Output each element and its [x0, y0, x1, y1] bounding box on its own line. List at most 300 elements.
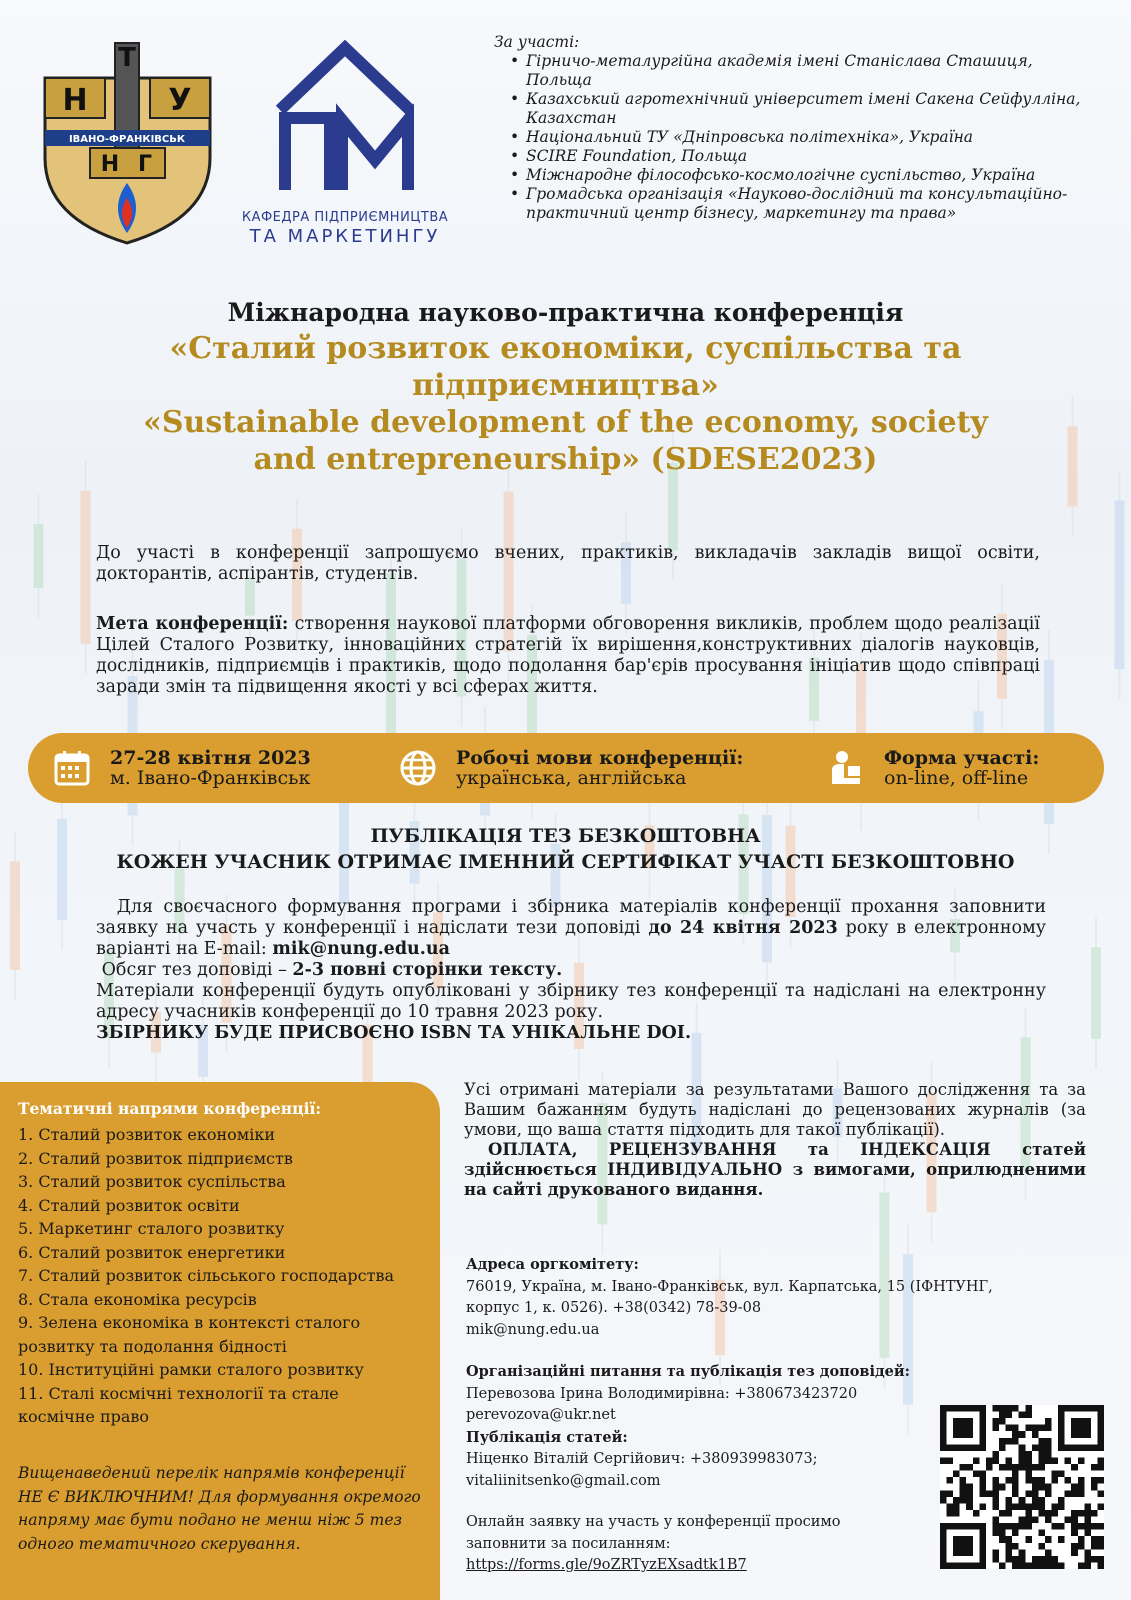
qr-module [973, 1510, 980, 1517]
qr-module [1038, 1562, 1045, 1569]
themes-panel [0, 1082, 440, 1600]
qr-module [1071, 1490, 1078, 1497]
qr-module [992, 1451, 999, 1458]
qr-module [1052, 1556, 1059, 1563]
qr-module [986, 1490, 993, 1497]
qr-module [1084, 1503, 1091, 1510]
qr-module [1091, 1477, 1098, 1484]
qr-module [1012, 1425, 1019, 1432]
qr-module [979, 1484, 986, 1491]
qr-module [1038, 1444, 1045, 1451]
qr-module [1045, 1484, 1052, 1491]
qr-module [1071, 1530, 1078, 1537]
qr-module [1019, 1464, 1026, 1471]
qr-module [1078, 1510, 1085, 1517]
qr-module [1038, 1556, 1045, 1563]
qr-module [1006, 1425, 1013, 1432]
qr-module [1038, 1451, 1045, 1458]
qr-module [1012, 1431, 1019, 1438]
qr-module [1091, 1556, 1098, 1563]
qr-module [966, 1497, 973, 1504]
qr-module [947, 1510, 954, 1517]
qr-module [1097, 1477, 1104, 1484]
qr-module [960, 1490, 967, 1497]
qr-module [1032, 1444, 1039, 1451]
qr-module [1078, 1543, 1085, 1550]
qr-module [992, 1490, 999, 1497]
theme-item: 10. Інституційні рамки сталого розвитку [18, 1360, 364, 1379]
qr-module [1038, 1484, 1045, 1491]
volume-paragraph: Обсяг тез доповіді – 2-3 повні сторінки тексту. [101, 960, 563, 980]
qr-module [1025, 1510, 1032, 1517]
qr-module [1025, 1536, 1032, 1543]
qr-module [992, 1549, 999, 1556]
qr-module [1091, 1536, 1098, 1543]
qr-module [992, 1523, 999, 1530]
qr-module [1071, 1418, 1091, 1438]
partner-item: • Громадська організація «Науково-дослідний та консультаційно-практичний центр бізнесу, маркетингу та права» [510, 185, 1094, 223]
theme-item: 3. Сталий розвиток суспільства [18, 1172, 286, 1191]
address-block [466, 1254, 1026, 1341]
qr-module [947, 1477, 954, 1484]
qr-module [992, 1517, 999, 1524]
qr-code[interactable] [940, 1405, 1104, 1569]
qr-module [1091, 1464, 1098, 1471]
qr-module [947, 1457, 954, 1464]
qr-module [999, 1405, 1006, 1412]
qr-module [999, 1438, 1006, 1445]
qr-module [1012, 1471, 1019, 1478]
qr-module [992, 1425, 999, 1432]
qr-module [1006, 1412, 1013, 1419]
department-logo [230, 40, 460, 250]
qr-module [979, 1477, 986, 1484]
address-label: Адреса оргкомітету: [466, 1256, 639, 1273]
info-date: 27-28 квітня 2023 [110, 747, 311, 769]
qr-module [1097, 1523, 1104, 1530]
calendar-icon [52, 748, 92, 788]
qr-module [966, 1484, 973, 1491]
qr-module [1006, 1438, 1013, 1445]
theme-item: 11. Сталі космічні технології та стале космічне право [18, 1383, 339, 1426]
qr-module [1071, 1464, 1078, 1471]
qr-module [1032, 1425, 1039, 1432]
certificate-heading: КОЖЕН УЧАСНИК ОТРИМАЄ ІМЕННИЙ СЕРТИФІКАТ УЧАСТІ БЕЗКОШТОВНО [116, 851, 1015, 873]
qr-module [1045, 1451, 1052, 1458]
address-email[interactable]: mik@nung.edu.ua [466, 1321, 600, 1338]
materials-paragraph: Матеріали конференції будуть опубліковані у збірнику тез конференції та надіслані на електронну адресу учасників конференції до 10 травня 2023 року. [96, 981, 1046, 1022]
qr-module [1006, 1536, 1013, 1543]
qr-module [1097, 1556, 1104, 1563]
qr-module [1032, 1517, 1039, 1524]
qr-module [1012, 1464, 1019, 1471]
qr-module [966, 1503, 973, 1510]
qr-module [1091, 1543, 1098, 1550]
qr-module [1038, 1497, 1045, 1504]
qr-module [1084, 1517, 1091, 1524]
qr-module [1006, 1549, 1013, 1556]
qr-module [992, 1556, 999, 1563]
qr-module [999, 1536, 1006, 1543]
title-ua-line1: «Сталий розвиток економіки, суспільства та [169, 331, 962, 366]
qr-module [1065, 1517, 1072, 1524]
theme-item: 6. Сталий розвиток енергетики [18, 1242, 286, 1262]
qr-module [953, 1497, 960, 1504]
qr-module [1012, 1405, 1019, 1412]
partner-item: • Гірничо-металургійна академія імені Станіслава Сташиця, Польща [510, 52, 1094, 90]
qr-module [1012, 1503, 1019, 1510]
partner-item: • SCIRE Foundation, Польща [510, 147, 1094, 166]
qr-module [1025, 1451, 1032, 1458]
qr-module [1025, 1464, 1032, 1471]
qr-module [999, 1412, 1006, 1419]
qr-module [1025, 1523, 1032, 1530]
qr-module [953, 1510, 960, 1517]
qr-module [1078, 1457, 1085, 1464]
qr-module [1038, 1464, 1045, 1471]
info-languages: українська, англійська [456, 767, 687, 789]
qr-module [1045, 1457, 1052, 1464]
qr-module [1032, 1477, 1039, 1484]
qr-module [1019, 1431, 1026, 1438]
title-ua-line2: підприємництва» [412, 368, 719, 403]
qr-module [1032, 1556, 1039, 1563]
qr-module [992, 1477, 999, 1484]
online-registration-block [466, 1512, 886, 1577]
qr-module [1025, 1425, 1032, 1432]
qr-module [1078, 1562, 1085, 1569]
qr-module [1045, 1562, 1052, 1569]
qr-module [1065, 1490, 1072, 1497]
theme-item: 4. Сталий розвиток освіти [18, 1195, 240, 1215]
qr-module [1091, 1484, 1098, 1491]
review-section [464, 1080, 1086, 1200]
partner-item: • Міжнародне філософсько-космологічне суспільство, Україна [510, 166, 1094, 185]
qr-module [1078, 1490, 1085, 1497]
qr-module [1019, 1523, 1026, 1530]
partner-item: • Казахський агротехнічний університет імені Сакена Сейфулліна, Казахстан [510, 90, 1094, 128]
qr-module [1006, 1523, 1013, 1530]
qr-module [1019, 1451, 1026, 1458]
qr-module [999, 1444, 1006, 1451]
articles-email[interactable]: vitaliinitsenko@gmail.com [466, 1472, 661, 1489]
title-en-line1: «Sustainable development of the economy, society [143, 405, 988, 440]
deadline: до 24 квітня 2023 [648, 918, 838, 938]
qr-module [940, 1457, 947, 1464]
qr-module [1032, 1562, 1039, 1569]
qr-module [1019, 1444, 1026, 1451]
qr-module [1052, 1523, 1059, 1530]
qr-module [1084, 1530, 1091, 1537]
qr-module [940, 1497, 947, 1504]
candle-body [10, 861, 20, 970]
department-name-line1: КАФЕДРА ПІДПРИЄМНИЦТВА [241, 210, 449, 225]
qr-module [1006, 1556, 1013, 1563]
theme-item: 1. Сталий розвиток економіки [18, 1125, 276, 1144]
address-text: 76019, Україна, м. Івано-Франківськ, вул. Карпатська, 15 (ІФНТУНГ, корпус 1, к. 0526). +38(0342) 78-39-08 [466, 1278, 993, 1316]
participation-section [494, 33, 1094, 223]
qr-module [979, 1503, 986, 1510]
candle-body [34, 524, 44, 588]
qr-module [1071, 1517, 1078, 1524]
qr-module [1025, 1457, 1032, 1464]
qr-module [1006, 1503, 1013, 1510]
theme-item: 8. Стала економіка ресурсів [18, 1289, 257, 1309]
qr-module [1045, 1425, 1052, 1432]
svg-text:Г: Г [137, 152, 153, 177]
volume-pages: 2-3 повні сторінки тексту. [292, 960, 563, 980]
qr-module [992, 1457, 999, 1464]
partner-item: • Національний ТУ «Дніпровська політехніка», Україна [510, 128, 1094, 147]
qr-module [1045, 1418, 1052, 1425]
org-person: Перевозова Ірина Володимирівна: +380673423720 [466, 1385, 858, 1402]
university-logo [40, 38, 215, 248]
qr-module [1078, 1536, 1085, 1543]
qr-module [953, 1418, 973, 1438]
org-label: Організаційні питання та публікація тез доповідей: [466, 1363, 910, 1380]
qr-module [1071, 1523, 1078, 1530]
qr-module [1025, 1412, 1032, 1419]
qr-module [1065, 1457, 1072, 1464]
qr-module [1052, 1471, 1059, 1478]
qr-module [1045, 1510, 1052, 1517]
qr-module [1019, 1412, 1026, 1419]
globe-icon [398, 748, 438, 788]
qr-module [1012, 1530, 1019, 1537]
qr-module [1045, 1490, 1052, 1497]
department-name-line2: ТА МАРКЕТИНГУ [249, 226, 441, 247]
qr-module [1012, 1477, 1019, 1484]
qr-module [1071, 1484, 1078, 1491]
theme-item: 5. Маркетинг сталого розвитку [18, 1219, 285, 1238]
qr-module [1006, 1457, 1013, 1464]
qr-module [1058, 1503, 1065, 1510]
qr-module [1006, 1405, 1013, 1412]
qr-module [966, 1490, 973, 1497]
submission-paragraph: Для своєчасного формування програми і збірника матеріалів конференції прохання заповнити заявку на участь у конференції і надіслати тези доповіді до 24 квітня 2023 року в електронному варіанті на E-mail: mik@nung.edu.ua [96, 897, 1047, 959]
qr-module [1025, 1503, 1032, 1510]
info-item-date [52, 733, 311, 803]
qr-module [1025, 1562, 1032, 1569]
qr-module [1038, 1438, 1045, 1445]
qr-module [1084, 1556, 1091, 1563]
publication-text [96, 897, 1046, 1044]
qr-module [1045, 1517, 1052, 1524]
theme-item: 7. Сталий розвиток сільського господарства [18, 1266, 395, 1285]
qr-module [1091, 1510, 1098, 1517]
qr-module [1058, 1497, 1065, 1504]
qr-module [986, 1457, 993, 1464]
submission-email[interactable]: mik@nung.edu.ua [272, 939, 450, 959]
qr-module [1052, 1477, 1059, 1484]
conference-title [60, 296, 1071, 478]
title-en-line2: and entrepreneurship» (SDESE2023) [253, 442, 878, 477]
qr-module [992, 1484, 999, 1491]
svg-text:У: У [168, 83, 192, 118]
publication-free-heading: ПУБЛІКАЦІЯ ТЕЗ БЕЗКОШТОВНА [370, 825, 761, 847]
qr-module [1019, 1497, 1026, 1504]
qr-module [992, 1497, 999, 1504]
info-bar [28, 733, 1104, 803]
qr-module [979, 1490, 986, 1497]
qr-module [947, 1503, 954, 1510]
qr-module [1097, 1543, 1104, 1550]
theme-item: 2. Сталий розвиток підприємств [18, 1148, 293, 1168]
participation-label: За участі: [494, 33, 580, 51]
qr-module [1019, 1503, 1026, 1510]
qr-module [1097, 1490, 1104, 1497]
qr-module [1097, 1562, 1104, 1569]
qr-module [1012, 1543, 1019, 1550]
qr-module [953, 1536, 973, 1556]
articles-label: Публікація статей: [466, 1428, 628, 1446]
svg-text:ІВАНО-ФРАНКІВСЬК: ІВАНО-ФРАНКІВСЬК [68, 134, 186, 145]
qr-module [986, 1464, 993, 1471]
qr-module [1045, 1556, 1052, 1563]
qr-module [999, 1484, 1006, 1491]
qr-module [973, 1457, 980, 1464]
qr-module [1019, 1562, 1026, 1569]
qr-module [1019, 1549, 1026, 1556]
qr-module [1038, 1543, 1045, 1550]
publication-headings [60, 823, 1071, 875]
candle-body [1115, 500, 1125, 669]
qr-module [1012, 1490, 1019, 1497]
qr-module [960, 1497, 967, 1504]
qr-module [1038, 1503, 1045, 1510]
svg-text:Н: Н [62, 83, 88, 118]
info-languages-label: Робочі мови конференції: [456, 747, 744, 769]
qr-module [1012, 1484, 1019, 1491]
qr-module [1025, 1517, 1032, 1524]
qr-module [1084, 1562, 1091, 1569]
qr-module [1084, 1523, 1091, 1530]
qr-module [992, 1530, 999, 1537]
goal-label: Мета конференції: [96, 614, 289, 634]
qr-module [947, 1490, 954, 1497]
svg-text:Н: Н [100, 152, 120, 177]
qr-module [1012, 1438, 1019, 1445]
articles-person: Ніценко Віталій Сергійович: +380939983073; [466, 1451, 818, 1467]
qr-module [999, 1562, 1006, 1569]
qr-module [973, 1471, 980, 1478]
qr-module [992, 1503, 999, 1510]
qr-module [1045, 1438, 1052, 1445]
qr-module [1006, 1477, 1013, 1484]
qr-module [1045, 1536, 1052, 1543]
qr-module [1038, 1457, 1045, 1464]
qr-module [1025, 1471, 1032, 1478]
qr-module [1097, 1464, 1104, 1471]
qr-module [1045, 1549, 1052, 1556]
qr-module [999, 1523, 1006, 1530]
qr-module [1052, 1510, 1059, 1517]
qr-module [1052, 1562, 1059, 1569]
qr-module [1065, 1477, 1072, 1484]
qr-module [1006, 1497, 1013, 1504]
qr-module [1071, 1549, 1078, 1556]
info-format: on-line, off-line [884, 767, 1029, 789]
info-city: м. Івано-Франківськ [110, 767, 311, 789]
themes-list [18, 1123, 428, 1429]
qr-module [999, 1418, 1006, 1425]
qr-module [1032, 1464, 1039, 1471]
qr-module [1032, 1484, 1039, 1491]
payment-paragraph: ОПЛАТА, РЕЦЕНЗУВАННЯ та ІНДЕКСАЦІЯ статей здійснюється ІНДИВІДУАЛЬНО з вимогами, оприлюдненими на сайті друкованого видання. [464, 1140, 1086, 1199]
qr-module [1078, 1477, 1085, 1484]
invite-paragraph: До участі в конференції запрошуємо вчених, практиків, викладачів закладів вищої освіти, докторантів, аспірантів, студентів. [96, 543, 1040, 584]
goal-paragraph [96, 614, 1040, 698]
qr-module [1019, 1517, 1026, 1524]
qr-module [1025, 1405, 1032, 1412]
qr-module [999, 1530, 1006, 1537]
qr-module [1032, 1490, 1039, 1497]
qr-module [1071, 1543, 1078, 1550]
registration-link[interactable]: https://forms.gle/9oZRTyzEXsadtk1B7 [466, 1557, 747, 1573]
info-item-format [826, 733, 1039, 803]
qr-module [1097, 1457, 1104, 1464]
qr-module [960, 1484, 967, 1491]
qr-module [1084, 1510, 1091, 1517]
qr-module [1038, 1530, 1045, 1537]
qr-module [1045, 1444, 1052, 1451]
online-text: Онлайн заявку на участь у конференції просимо заповнити за посиланням: [466, 1514, 841, 1552]
qr-module [1006, 1543, 1013, 1550]
qr-module [1032, 1503, 1039, 1510]
qr-module [1078, 1484, 1085, 1491]
candle-body [81, 491, 91, 644]
qr-module [1012, 1523, 1019, 1530]
qr-module [1038, 1510, 1045, 1517]
qr-module [1032, 1431, 1039, 1438]
qr-module [1019, 1457, 1026, 1464]
svg-text:Т: Т [118, 43, 136, 73]
qr-module [1058, 1471, 1065, 1478]
qr-module [1058, 1523, 1065, 1530]
qr-module [1078, 1523, 1085, 1530]
qr-module [1058, 1562, 1065, 1569]
goal-text: створення наукової платформи обговорення викликів, проблем щодо реалізації Цілей Сталого Розвитку, інноваційних стратегій їх вирішення,конструктивних діалогів науковців, дослідників, підприємців і практиків, щодо подолання бар'єрів просування ініціатив щодо співпраці заради змін та підвищення якості у всі сферах життя. [96, 614, 1040, 697]
qr-module [1025, 1490, 1032, 1497]
themes-note: Вищенаведений перелік напрямів конференції НЕ Є ВИКЛЮЧНИМ! Для формування окремого напряму має бути подано не менш ніж 5 тез одного тематичного скерування. [18, 1464, 421, 1553]
qr-module [966, 1464, 973, 1471]
candle-body [1091, 947, 1101, 1039]
qr-module [1038, 1425, 1045, 1432]
qr-module [940, 1490, 947, 1497]
qr-module [992, 1405, 999, 1412]
qr-module [999, 1464, 1006, 1471]
qr-module [960, 1477, 967, 1484]
qr-module [1038, 1477, 1045, 1484]
qr-module [1012, 1556, 1019, 1563]
qr-module [1012, 1562, 1019, 1569]
qr-module [999, 1510, 1006, 1517]
qr-module [1084, 1549, 1091, 1556]
info-item-languages [398, 733, 743, 803]
qr-module [960, 1464, 967, 1471]
qr-module [979, 1471, 986, 1478]
qr-module [1019, 1556, 1026, 1563]
qr-module [1071, 1510, 1078, 1517]
qr-module [1006, 1464, 1013, 1471]
qr-module [1058, 1536, 1065, 1543]
org-email[interactable]: perevozova@ukr.net [466, 1407, 616, 1423]
qr-module [1097, 1503, 1104, 1510]
qr-module [1032, 1497, 1039, 1504]
participant-icon [826, 748, 866, 788]
qr-module [1097, 1536, 1104, 1543]
title-main: Міжнародна науково-практична конференція [227, 298, 904, 327]
